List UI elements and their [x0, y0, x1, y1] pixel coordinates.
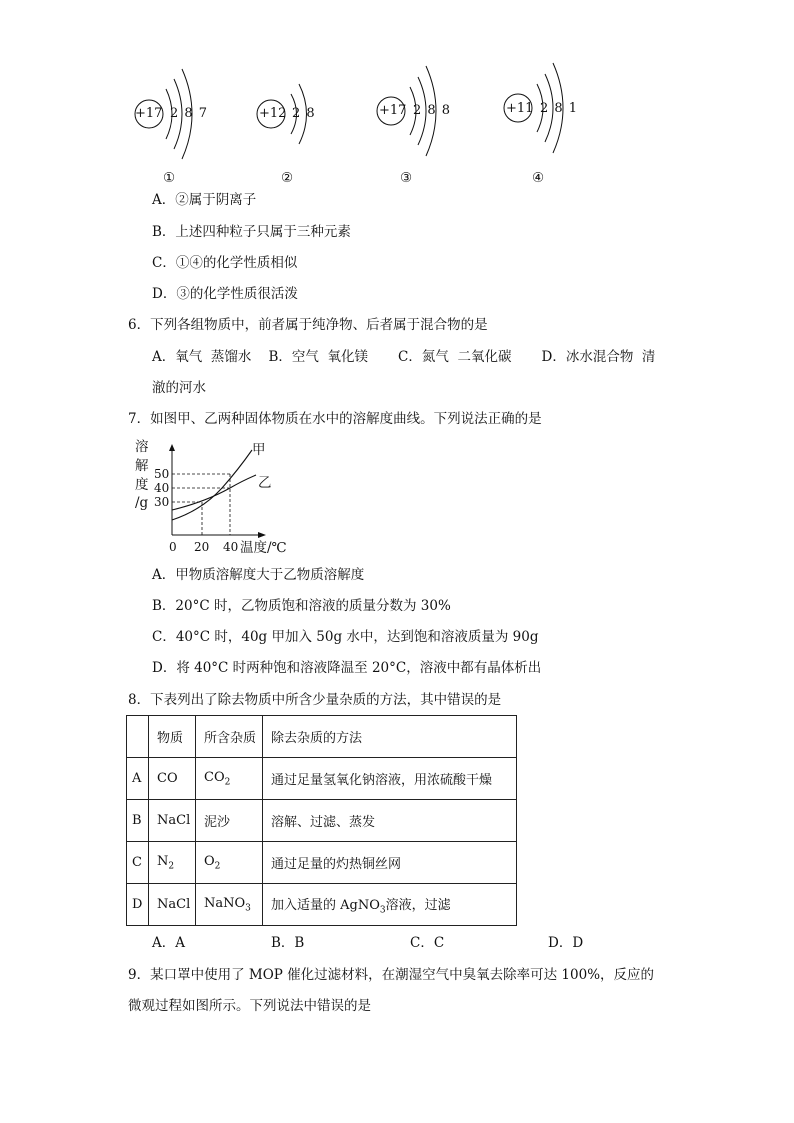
table-cell-key: A [127, 758, 149, 800]
table-cell-key: C [127, 842, 149, 884]
graph-ytick-40: 40 [154, 481, 170, 495]
table-cell-key: D [127, 884, 149, 926]
graph-ylabel-3: 度 [135, 477, 149, 493]
table-row [127, 884, 517, 926]
atom-1-nucleus: +17 [135, 106, 163, 121]
formula-subscript: 3 [379, 905, 386, 916]
q6-options-line2: 澈的河水 [152, 380, 206, 396]
table-row [127, 758, 517, 800]
table-cell-method: 溶解、过滤、蒸发 [263, 800, 517, 842]
atom-1-shells: 2 8 7 [170, 106, 209, 121]
graph-xtick-0: 0 [169, 540, 177, 554]
table-row [127, 842, 517, 884]
q7-option-b: B．20°C 时，乙物质饱和溶液的质量分数为 30% [152, 598, 451, 614]
table-cell-substance: CO [149, 758, 196, 800]
q7-stem: 7．如图甲、乙两种固体物质在水中的溶解度曲线。下列说法正确的是 [128, 411, 542, 427]
q5-option-c: C．①④的化学性质相似 [152, 255, 298, 271]
atom-4-shells: 2 8 1 [540, 101, 579, 116]
formula-text: N [157, 853, 169, 869]
graph-series-yi: 乙 [258, 475, 272, 491]
q6-options-line1: A．氧气 蒸馏水 B．空气 氧化镁 C．氮气 二氧化碳 D．冰水混合物 清 [152, 349, 656, 365]
q5-option-a: A．②属于阴离子 [152, 192, 257, 208]
atom-4-label: ④ [532, 170, 545, 186]
formula-subscript: 2 [168, 861, 175, 872]
q5-option-d: D．③的化学性质很活泼 [152, 286, 298, 302]
atom-3-nucleus: +17 [379, 103, 407, 118]
impurity-table [126, 715, 517, 926]
q7-option-d: D．将 40°C 时两种饱和溶液降温至 20°C，溶液中都有晶体析出 [152, 660, 542, 676]
q8-option-a: A．A [152, 935, 185, 951]
q8-stem: 8．下表列出了除去物质中所含少量杂质的方法，其中错误的是 [128, 692, 502, 708]
q9-line2: 微观过程如图所示。下列说法中错误的是 [128, 998, 371, 1014]
table-header-cell: 物质 [149, 716, 196, 758]
table-header-cell: 所含杂质 [196, 716, 263, 758]
table-header-row [127, 716, 517, 758]
graph-ylabel-1: 溶 [135, 439, 149, 455]
q7-option-c: C．40°C 时，40g 甲加入 50g 水中，达到饱和溶液质量为 90g [152, 629, 539, 645]
method-text: 加入适量的 AgNO [271, 897, 380, 913]
graph-xtick-20: 20 [194, 540, 210, 554]
graph-xtick-40: 40 [223, 540, 239, 554]
table-header-cell [127, 716, 149, 758]
formula-text: O [204, 853, 215, 869]
graph-ytick-50: 50 [154, 467, 170, 481]
table-cell-key: B [127, 800, 149, 842]
graph-ylabel-2: 解 [135, 458, 149, 474]
formula-subscript: 2 [214, 861, 221, 872]
graph-ytick-30: 30 [154, 495, 170, 509]
table-cell-impurity: 泥沙 [196, 800, 263, 842]
atom-4-nucleus: +11 [506, 101, 534, 116]
table-cell-substance: NaCl [149, 800, 196, 842]
graph-series-jia: 甲 [252, 442, 266, 458]
atom-3-label: ③ [400, 170, 413, 186]
q6-stem: 6．下列各组物质中，前者属于纯净物、后者属于混合物的是 [128, 317, 488, 333]
table-cell-substance [149, 842, 196, 884]
formula-text: CO [204, 769, 225, 785]
atom-2-nucleus: +12 [259, 106, 287, 121]
q7-option-a: A．甲物质溶解度大于乙物质溶解度 [152, 567, 365, 583]
q5-option-b: B．上述四种粒子只属于三种元素 [152, 224, 351, 240]
table-header-cell: 除去杂质的方法 [263, 716, 517, 758]
q8-option-c: C．C [410, 935, 445, 951]
atom-2-shells: 2 8 [292, 106, 316, 121]
table-cell-impurity [196, 758, 263, 800]
table-cell-substance: NaCl [149, 884, 196, 926]
formula-subscript: 3 [245, 903, 251, 914]
table-cell-method [263, 884, 517, 926]
q8-option-b: B．B [271, 935, 305, 951]
graph-ylabel-4: /g [135, 495, 149, 511]
atom-2-label: ② [281, 170, 294, 186]
q8-option-d: D．D [548, 935, 584, 951]
table-cell-impurity [196, 884, 263, 926]
q9-line1: 9．某口罩中使用了 MOP 催化过滤材料，在潮湿空气中臭氧去除率可达 100%，反应的 [128, 967, 655, 983]
table-cell-method: 通过足量的灼热铜丝网 [263, 842, 517, 884]
table-cell-impurity [196, 842, 263, 884]
formula-text: NaNO [204, 895, 246, 911]
graph-xlabel: 温度/℃ [240, 540, 287, 556]
atom-3-shells: 2 8 8 [413, 103, 452, 118]
table-cell-method: 通过足量氢氧化钠溶液，用浓硫酸干燥 [263, 758, 517, 800]
atom-1-label: ① [163, 170, 176, 186]
table-row [127, 800, 517, 842]
formula-subscript: 2 [224, 777, 231, 788]
method-text: 溶液，过滤 [385, 897, 451, 913]
